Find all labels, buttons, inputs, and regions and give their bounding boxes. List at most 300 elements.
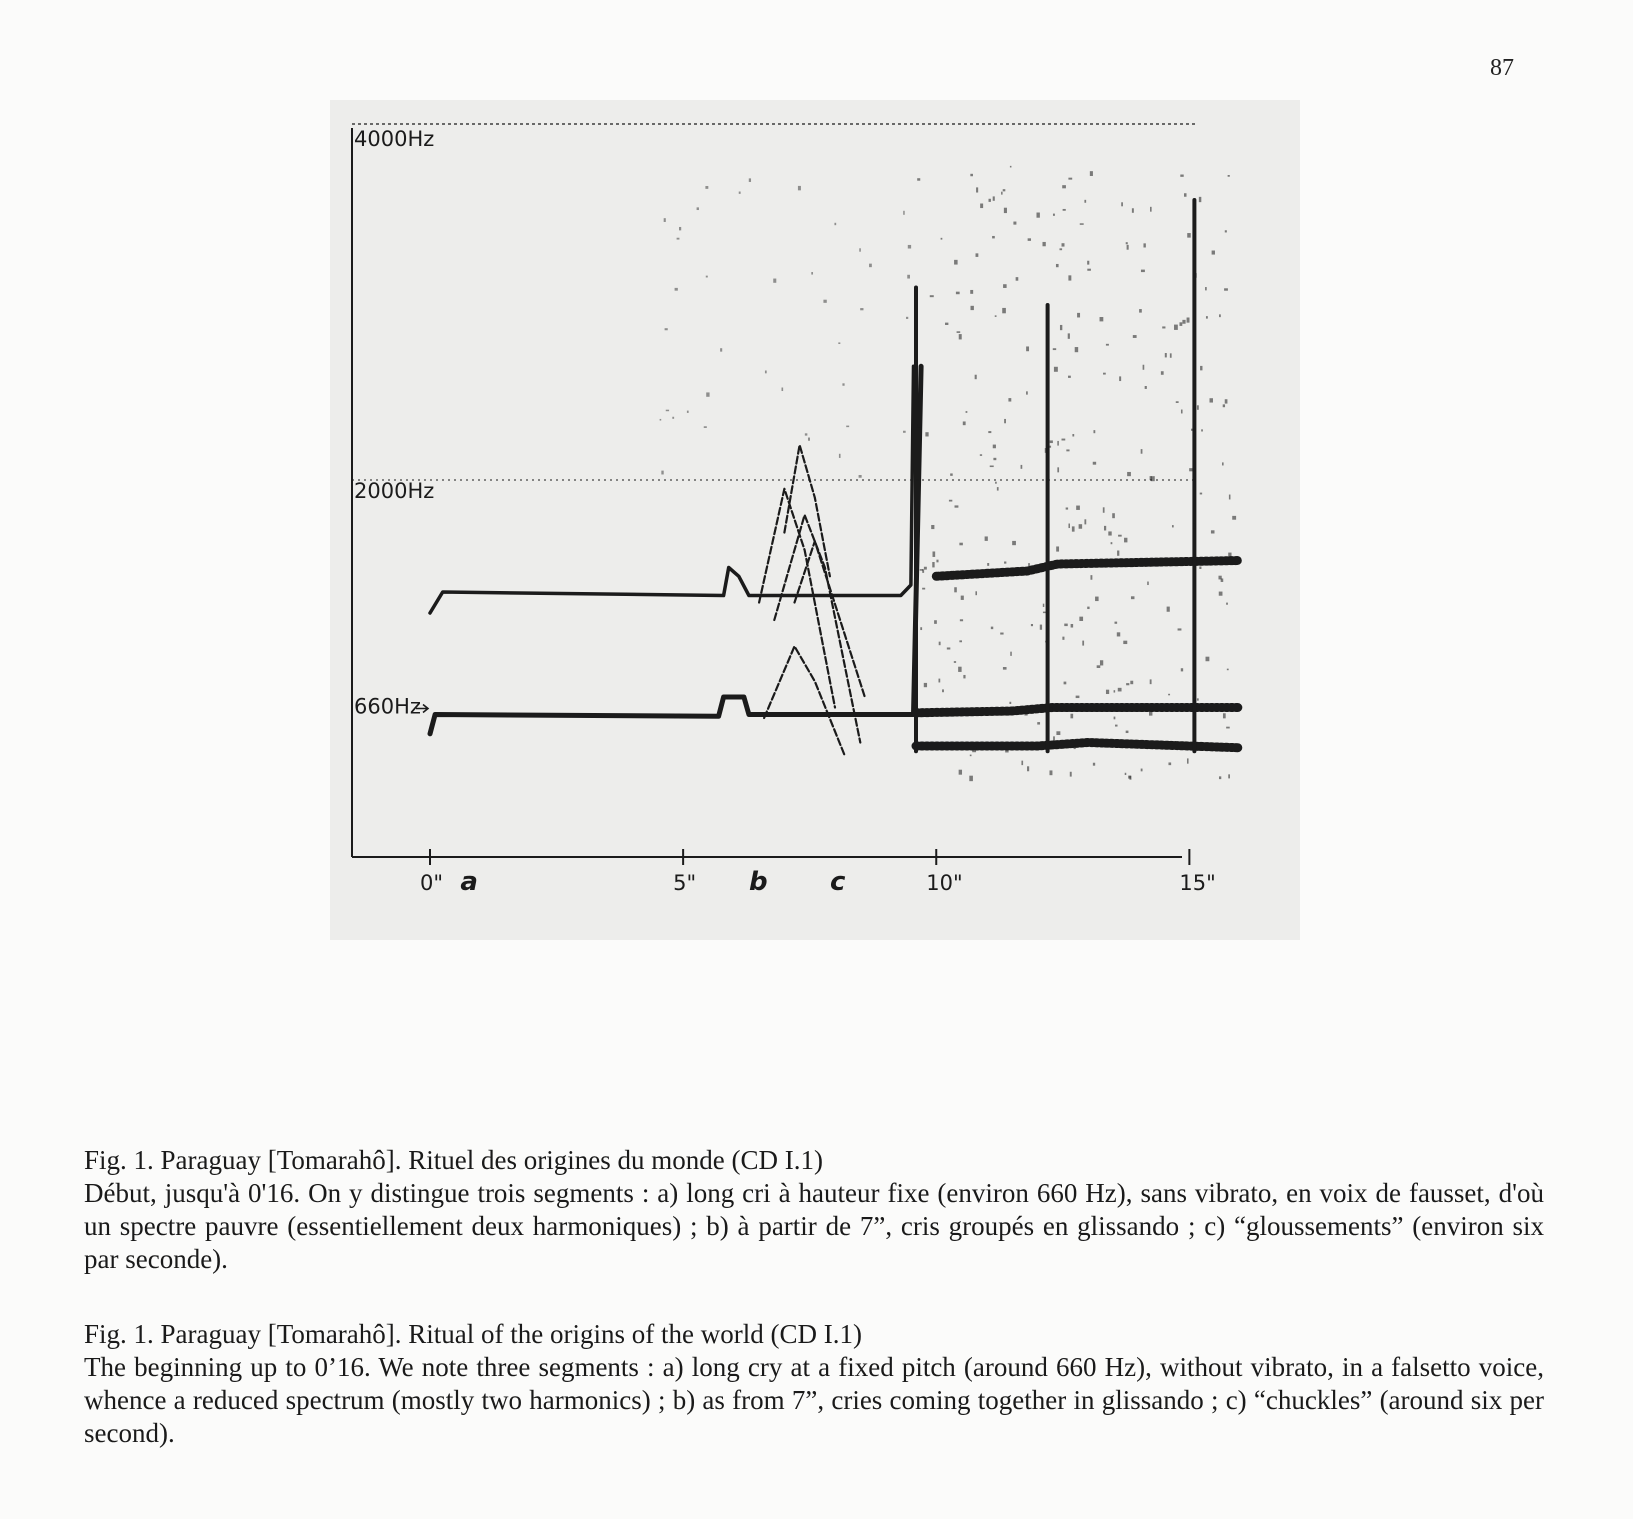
noise-speck	[705, 186, 708, 189]
noise-speck	[1219, 592, 1223, 596]
noise-speck	[932, 551, 935, 556]
noise-speck	[1093, 430, 1095, 433]
noise-speck	[1077, 313, 1080, 318]
noise-speck	[1228, 774, 1230, 778]
noise-speck	[1223, 404, 1225, 407]
noise-speck	[1043, 612, 1046, 614]
noise-speck	[1060, 325, 1062, 330]
noise-speck	[1072, 526, 1075, 531]
frequency-label: 660Hz	[354, 694, 421, 719]
noise-speck	[1176, 401, 1179, 403]
noise-speck	[903, 211, 905, 215]
noise-speck	[988, 431, 991, 433]
x-tick-label: 5"	[673, 871, 697, 895]
noise-speck	[1087, 607, 1089, 609]
chuckles-mid-trace	[916, 708, 1240, 713]
noise-speck	[1010, 652, 1012, 656]
noise-speck	[1111, 542, 1113, 544]
noise-speck	[720, 348, 722, 351]
noise-speck	[1066, 507, 1068, 509]
noise-speck	[1045, 448, 1047, 453]
noise-speck	[922, 588, 925, 590]
noise-speck	[1180, 175, 1183, 177]
noise-speck	[1125, 773, 1127, 775]
noise-speck	[1149, 711, 1152, 716]
noise-speck	[1070, 772, 1072, 777]
noise-speck	[860, 308, 863, 310]
noise-speck	[1108, 531, 1111, 535]
caption-french-body: Début, jusqu'à 0'16. On y distingue trois segments : a) long cri à hauteur fixe (environ 660 Hz), sans vibrato, en voix de fausset, d'où un spectre pauvre (essentiellement deux harmoniques) ; b) à partir de 7”, cris groupés en glissando ; c) “gloussements” (environ six par seconde).	[84, 1178, 1544, 1274]
noise-speck	[954, 587, 957, 592]
noise-speck	[1126, 731, 1129, 733]
noise-speck	[1043, 604, 1045, 607]
noise-speck	[1115, 725, 1118, 727]
noise-speck	[917, 178, 920, 180]
noise-speck	[1024, 713, 1027, 715]
caption-french-title: Fig. 1. Paraguay [Tomarahô]. Rituel des origines du monde (CD I.1)	[84, 1145, 823, 1175]
noise-speck	[1226, 727, 1230, 729]
noise-speck	[916, 479, 919, 481]
noise-speck	[1205, 287, 1207, 290]
noise-speck	[1008, 398, 1011, 401]
noise-speck	[1053, 214, 1055, 216]
noise-speck	[993, 196, 995, 200]
noise-speck	[1084, 200, 1086, 203]
noise-speck	[842, 383, 844, 385]
noise-speck	[706, 276, 708, 278]
noise-speck	[955, 505, 959, 507]
noise-speck	[922, 569, 924, 573]
noise-speck	[823, 300, 826, 303]
noise-speck	[1012, 541, 1016, 545]
x-tick-label: 15"	[1179, 871, 1216, 895]
noise-speck	[925, 432, 928, 436]
noise-speck	[1095, 597, 1099, 602]
noise-speck	[739, 192, 741, 194]
noise-speck	[1151, 476, 1155, 481]
noise-speck	[1226, 603, 1228, 605]
segment-labels	[460, 867, 846, 897]
noise-speck	[1050, 440, 1053, 443]
noise-speck	[1223, 713, 1226, 718]
noise-speck	[1106, 690, 1109, 694]
noise-speck	[697, 207, 699, 210]
noise-speck	[1126, 242, 1128, 244]
noise-speck	[938, 679, 940, 683]
noise-speck	[1225, 230, 1227, 232]
noise-speck	[1224, 288, 1228, 290]
segment-label: a	[460, 867, 478, 897]
noise-speck	[749, 178, 751, 182]
noise-speck	[1179, 322, 1182, 326]
segment-label: b	[748, 867, 768, 897]
noise-speck	[1070, 714, 1073, 719]
segment-label: c	[829, 867, 846, 897]
noise-speck	[985, 536, 988, 540]
caption-english-title: Fig. 1. Paraguay [Tomarahô]. Ritual of the origins of the world (CD I.1)	[84, 1319, 862, 1349]
noise-speck	[1126, 683, 1129, 685]
noise-speck	[1056, 731, 1060, 735]
noise-speck	[1181, 410, 1183, 414]
noise-speck	[1118, 688, 1122, 692]
noise-speck	[1200, 366, 1202, 370]
noise-speck	[838, 342, 840, 344]
time-ticks	[420, 849, 1216, 895]
noise-speck	[1001, 192, 1003, 195]
noise-speck	[687, 411, 689, 413]
noise-speck	[1112, 513, 1115, 518]
noise-speck	[1079, 524, 1083, 529]
noise-speck	[970, 290, 973, 294]
noise-speck	[1100, 660, 1103, 665]
noise-speck	[970, 755, 972, 757]
noise-speck	[997, 487, 999, 490]
noise-speck	[959, 543, 962, 546]
noise-speck	[1087, 269, 1091, 271]
noise-speck	[1050, 707, 1053, 711]
noise-speck	[971, 306, 974, 310]
noise-speck	[1141, 769, 1143, 772]
noise-speck	[1115, 622, 1118, 624]
noise-speck	[963, 421, 966, 425]
noise-speck	[805, 433, 807, 435]
noise-speck	[1170, 353, 1172, 357]
noise-speck	[1139, 309, 1142, 313]
noise-speck	[1064, 682, 1067, 685]
noise-speck	[954, 661, 956, 663]
noise-speck	[1056, 546, 1059, 551]
noise-speck	[1090, 171, 1093, 176]
noise-speck	[972, 747, 976, 752]
noise-speck	[1009, 702, 1011, 704]
noise-speck	[1219, 314, 1221, 317]
noise-speck	[1021, 761, 1023, 765]
noise-speck	[869, 264, 872, 268]
frequency-label: 4000Hz	[354, 127, 435, 151]
noise-speck	[1103, 507, 1105, 512]
noise-speck	[1053, 736, 1055, 741]
noise-speck	[679, 227, 681, 230]
noise-speck	[1064, 624, 1067, 627]
noise-speck	[704, 426, 707, 428]
noise-speck	[1168, 762, 1171, 765]
noise-speck	[798, 186, 801, 190]
noise-speck	[930, 295, 934, 297]
noise-speck	[1087, 261, 1089, 265]
noise-speck	[1187, 317, 1190, 322]
noise-speck	[960, 619, 963, 621]
noise-speck	[966, 411, 968, 413]
noise-speck	[1028, 238, 1031, 241]
glissando-3-trace	[795, 541, 866, 699]
noise-speck	[975, 591, 977, 595]
noise-speck	[666, 410, 669, 412]
noise-speck	[1199, 197, 1201, 202]
noise-speck	[1063, 209, 1066, 211]
noise-speck	[1076, 696, 1080, 698]
noise-speck	[1084, 519, 1086, 524]
noise-speck	[664, 218, 666, 222]
noise-speck	[1127, 472, 1131, 476]
noise-speck	[907, 275, 910, 279]
noise-speck	[1093, 462, 1096, 465]
noise-speck	[859, 248, 861, 251]
noise-speck	[1206, 316, 1208, 318]
noise-speck	[1165, 353, 1167, 357]
noise-speck	[1045, 641, 1047, 643]
noise-speck	[1066, 449, 1069, 451]
noise-speck	[950, 473, 953, 475]
noise-speck	[1090, 575, 1092, 580]
noise-speck	[1000, 633, 1003, 635]
noise-speck	[1119, 376, 1121, 381]
noise-speck	[941, 238, 943, 240]
noise-speck	[782, 388, 784, 392]
noise-speck	[931, 525, 934, 529]
noise-speck	[1145, 386, 1147, 389]
noise-speck	[1197, 405, 1199, 410]
noise-speck	[1079, 617, 1083, 621]
noise-speck	[952, 577, 954, 580]
noise-speck	[675, 288, 678, 291]
noise-speck	[1141, 270, 1145, 272]
noise-speck	[1199, 749, 1202, 751]
frequency-label: 2000Hz	[354, 479, 435, 503]
noise-speck	[1010, 166, 1012, 168]
noise-speck	[959, 640, 962, 642]
noise-speck	[1028, 563, 1030, 568]
noise-speck	[1027, 766, 1029, 771]
noise-speck	[947, 647, 950, 649]
noise-speck	[1131, 596, 1134, 599]
noise-speck	[661, 471, 663, 475]
noise-speck	[1124, 538, 1127, 543]
noise-speck	[1206, 657, 1210, 662]
noise-speck	[1082, 641, 1084, 646]
second-harmonic-trace	[430, 366, 914, 613]
noise-speck	[1211, 530, 1215, 533]
caption-english	[84, 1318, 1544, 1450]
noise-speck	[991, 627, 993, 630]
noise-speck	[677, 238, 680, 240]
noise-speck	[1031, 624, 1033, 626]
noise-speck	[1004, 208, 1007, 213]
noise-speck	[954, 260, 958, 265]
noise-speck	[1026, 346, 1029, 351]
noise-speck	[1068, 524, 1070, 529]
noise-speck	[665, 328, 668, 330]
noise-speck	[1103, 373, 1106, 375]
noise-speck	[1042, 242, 1045, 246]
noise-speck	[1021, 465, 1023, 469]
chuckles-low-trace	[916, 743, 1240, 748]
noise-speck	[993, 445, 996, 449]
noise-speck	[1004, 561, 1006, 563]
x-tick-label: 10"	[926, 871, 963, 895]
noise-speck	[1210, 398, 1213, 402]
noise-speck	[1118, 535, 1122, 537]
noise-speck	[1003, 667, 1007, 670]
noise-speck	[1117, 550, 1119, 555]
noise-speck	[980, 454, 982, 456]
noise-speck	[963, 675, 965, 678]
noise-speck	[1187, 233, 1191, 238]
noise-speck	[1181, 668, 1183, 671]
noise-speck	[1062, 243, 1065, 246]
noise-speck	[1143, 365, 1145, 370]
noise-speck	[1117, 632, 1120, 636]
noise-speck	[1150, 207, 1152, 212]
noise-speck	[976, 187, 978, 192]
noise-speck	[1212, 251, 1215, 255]
caption-french	[84, 1144, 1544, 1276]
noise-speck	[975, 375, 977, 379]
noise-speck	[961, 596, 964, 600]
noise-speck	[1003, 189, 1006, 191]
noise-speck	[956, 292, 960, 295]
noise-speck	[773, 279, 776, 283]
noise-speck	[1093, 763, 1095, 766]
noise-speck	[1229, 495, 1231, 500]
noise-speck	[1059, 248, 1062, 250]
noise-speck	[1114, 690, 1116, 692]
noise-speck	[939, 642, 941, 646]
noise-speck	[706, 392, 709, 396]
noise-speck	[1133, 335, 1137, 338]
noise-speck	[1054, 367, 1058, 372]
noise-speck	[1068, 178, 1072, 180]
noise-speck	[1062, 637, 1064, 640]
noise-speck	[1104, 526, 1106, 531]
noise-speck	[1062, 185, 1066, 188]
noise-speck	[970, 174, 973, 176]
noise-speck	[660, 419, 662, 421]
noise-speck	[1106, 344, 1109, 346]
noise-speck	[949, 500, 952, 502]
noise-speck	[934, 620, 937, 624]
noise-speck	[1227, 669, 1229, 671]
noise-speck	[846, 426, 849, 428]
noise-speck	[1036, 213, 1039, 218]
noise-speck	[989, 199, 991, 202]
noise-speck	[1068, 376, 1071, 378]
noise-speck	[1121, 202, 1123, 206]
noise-speck	[811, 272, 813, 275]
noise-speck	[672, 417, 674, 419]
noise-speck	[1167, 607, 1170, 612]
noise-speck	[834, 223, 836, 225]
noise-speck	[957, 331, 961, 333]
noise-speck	[924, 567, 927, 570]
noise-speck	[1232, 516, 1236, 520]
noise-speck	[1068, 333, 1070, 338]
spectrogram-plot	[330, 100, 1300, 940]
noise-speck	[1182, 320, 1185, 324]
noise-speck	[993, 458, 996, 460]
noise-speck	[976, 253, 979, 257]
noise-speck	[1071, 624, 1074, 628]
noise-speck	[1187, 758, 1189, 763]
spectrogram-noise	[660, 166, 1236, 781]
frequency-labels	[354, 127, 434, 719]
noise-speck	[990, 466, 994, 468]
noise-speck	[1127, 245, 1129, 250]
spectrogram-figure	[330, 100, 1300, 940]
noise-speck	[980, 203, 983, 208]
noise-speck	[1189, 468, 1192, 471]
noise-speck	[1040, 625, 1042, 630]
noise-speck	[1056, 264, 1059, 267]
noise-speck	[1197, 698, 1199, 700]
noise-speck	[942, 689, 944, 692]
noise-speck	[1194, 273, 1196, 278]
noise-speck	[1130, 681, 1133, 684]
noise-speck	[1141, 449, 1143, 454]
noise-speck	[1147, 582, 1149, 585]
noise-speck	[958, 667, 961, 672]
noise-speck	[1200, 493, 1202, 495]
noise-speck	[1004, 419, 1006, 423]
noise-speck	[987, 563, 989, 566]
noise-speck	[1218, 576, 1221, 580]
noise-speck	[1201, 429, 1203, 431]
noise-speck	[1161, 371, 1164, 375]
noise-speck	[1076, 506, 1080, 510]
noise-speck	[903, 431, 906, 433]
noise-speck	[1072, 434, 1074, 436]
noise-speck	[1057, 467, 1059, 472]
noise-speck	[1184, 193, 1187, 197]
noise-speck	[1049, 446, 1051, 448]
x-tick-label: 0"	[420, 871, 444, 895]
noise-speck	[920, 627, 922, 630]
noise-speck	[1037, 722, 1040, 724]
noise-speck	[1114, 717, 1116, 720]
noise-speck	[1168, 694, 1170, 696]
noise-speck	[1097, 665, 1101, 668]
noise-speck	[969, 776, 973, 781]
noise-speck	[936, 560, 938, 563]
noise-speck	[808, 438, 810, 441]
noise-speck	[859, 475, 862, 478]
noise-speck	[945, 323, 948, 325]
noise-speck	[1053, 348, 1056, 350]
noise-speck	[1172, 525, 1174, 527]
noise-speck	[908, 245, 911, 249]
noise-speck	[1049, 770, 1052, 775]
chart-traces	[430, 166, 1240, 781]
noise-speck	[995, 315, 997, 317]
noise-speck	[906, 317, 908, 319]
noise-speck	[924, 683, 927, 687]
noise-speck	[992, 236, 995, 238]
noise-speck	[1143, 243, 1145, 247]
noise-speck	[1193, 524, 1195, 529]
noise-speck	[1162, 326, 1165, 328]
noise-speck	[1123, 641, 1127, 644]
noise-speck	[1057, 441, 1059, 446]
noise-speck	[1062, 439, 1066, 441]
noise-speck	[959, 334, 962, 339]
noise-speck	[1222, 462, 1224, 465]
noise-speck	[932, 562, 934, 567]
noise-speck	[839, 454, 841, 458]
noise-speck	[1005, 749, 1008, 752]
noise-speck	[940, 710, 942, 712]
caption-english-body: The beginning up to 0’16. We note three segments : a) long cry at a fixed pitch (around 660 Hz), without vibrato, in a falsetto voice, whence a reduced spectrum (mostly two harmonics) ; b) as from 7”, cries coming together in glissando ; c) “chuckles” (around six per second).	[84, 1352, 1544, 1448]
noise-speck	[1074, 746, 1076, 749]
noise-speck	[995, 482, 997, 484]
